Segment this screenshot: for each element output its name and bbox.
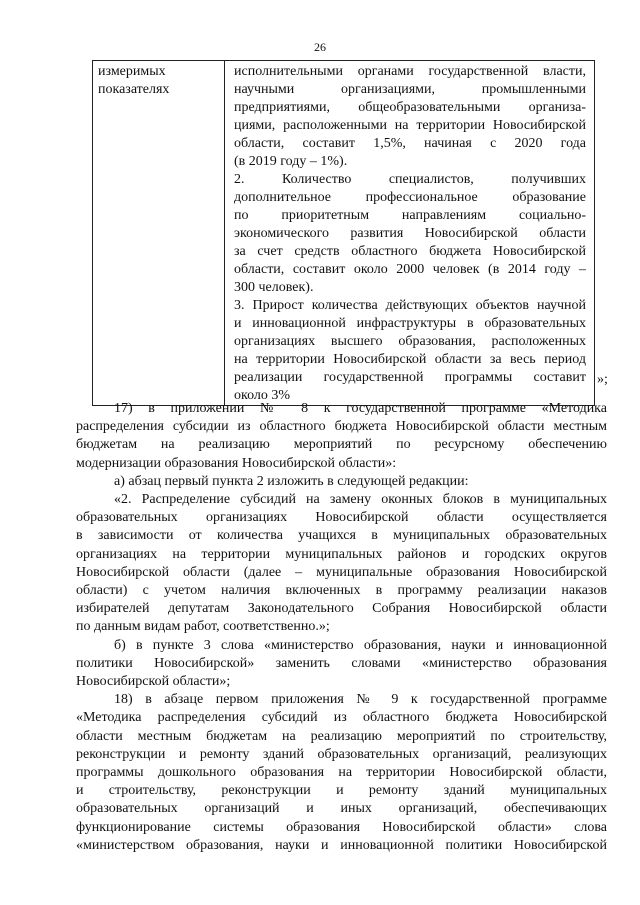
table-text-line: на территории Новосибирской области за весь период bbox=[234, 352, 586, 367]
paragraph-line: «министерством образования, науки и инновационной политики Новосибирской bbox=[76, 837, 607, 853]
table-text-line: около 3% bbox=[234, 388, 291, 403]
table-text-line: экономического развития Новосибирской области bbox=[234, 226, 586, 241]
table-text-line: 300 человек). bbox=[234, 280, 314, 295]
paragraph-line: образовательных организациях Новосибирской области осуществляется bbox=[76, 510, 607, 526]
paragraph-line: программы дошкольного образования на территории Новосибирской области, bbox=[76, 765, 607, 781]
paragraph-line: избирателей депутатам Законодательного Собрания Новосибирской области bbox=[76, 601, 607, 617]
paragraph-line: распределения субсидии из областного бюджета Новосибирской области местным bbox=[76, 419, 607, 435]
table-text-line: реализации государственной программы составит bbox=[234, 370, 586, 385]
table-closing-mark: »; bbox=[597, 372, 608, 387]
table-text-line: по приоритетным направлениям социально- bbox=[234, 208, 586, 223]
table-left-line: показателях bbox=[98, 82, 170, 97]
paragraph-line: «Методика распределения субсидий из областного бюджета Новосибирской bbox=[76, 710, 607, 726]
page-number: 26 bbox=[314, 40, 326, 54]
paragraph-line: бюджетам на реализацию мероприятий по ресурсному обеспечению bbox=[76, 437, 607, 453]
paragraph-line: б) в пункте 3 слова «министерство образования, науки и инновационной bbox=[114, 637, 607, 653]
paragraph-line: «2. Распределение субсидий на замену оконных блоков в муниципальных bbox=[114, 492, 607, 508]
table-text-line: и инновационной инфраструктуры в образовательных bbox=[234, 316, 586, 331]
paragraph-line: реконструкции и ремонту зданий образовательных организаций, реализующих bbox=[76, 746, 607, 762]
paragraph-line: в зависимости от количества учащихся в муниципальных образовательных bbox=[76, 528, 607, 544]
paragraph-line: 18) в абзаце первом приложения № 9 к государственной программе bbox=[114, 692, 607, 708]
indicators-table bbox=[92, 60, 595, 406]
table-text-line: циями, расположенными на территории Новосибирской bbox=[234, 118, 586, 133]
paragraph-line: Новосибирской области (далее – муниципальные образования Новосибирской bbox=[76, 564, 607, 580]
paragraph-line: области местным бюджетам на реализацию мероприятий по строительству, bbox=[76, 728, 607, 744]
table-left-line: измеримых bbox=[98, 64, 166, 79]
paragraph-line: образовательных организаций и иных организаций, обеспечивающих bbox=[76, 801, 607, 817]
paragraph-line: Новосибирской области»; bbox=[76, 674, 231, 690]
paragraph-line: функционирование системы образования Новосибирской области» слова bbox=[76, 819, 607, 835]
paragraph-line: 17) в приложении № 8 к государственной программе «Методика bbox=[114, 401, 607, 416]
table-text-line: 2. Количество специалистов, получивших bbox=[234, 172, 586, 187]
table-row bbox=[93, 61, 595, 406]
table-text-line: научными организациями, промышленными bbox=[234, 82, 586, 97]
table-text-line: 3. Прирост количества действующих объектов научной bbox=[234, 298, 586, 313]
table-text-line: исполнительными органами государственной власти, bbox=[234, 64, 586, 79]
table-text-line: области, составит 1,5%, начиная с 2020 года bbox=[234, 136, 586, 151]
table-text-line: (в 2019 году – 1%). bbox=[234, 154, 348, 169]
body-text bbox=[76, 400, 607, 855]
paragraph-line: организациях на территории муниципальных районов и городских округов bbox=[76, 546, 607, 562]
table-text-line: за счет средств областного бюджета Новосибирской bbox=[234, 244, 586, 259]
table-right-cell bbox=[225, 61, 595, 406]
table-left-cell bbox=[93, 61, 225, 406]
paragraph-line: а) абзац первый пункта 2 изложить в следующей редакции: bbox=[114, 473, 469, 489]
table-text-line: организациях высшего образования, расположенных bbox=[234, 334, 586, 349]
paragraph-line: по данным видам работ, соответственно.»; bbox=[76, 619, 330, 635]
paragraph-line: области) с учетом наличия включенных в программу реализации наказов bbox=[76, 583, 607, 599]
table-text-line: дополнительное профессиональное образование bbox=[234, 190, 586, 205]
table-text-line: области, составит около 2000 человек (в 2014 году – bbox=[234, 262, 586, 277]
table-text-line: предприятиями, общеобразовательными организа- bbox=[234, 100, 586, 115]
paragraph-line: политики Новосибирской» заменить словами «министерство образования bbox=[76, 655, 607, 671]
paragraph-line: и строительству, реконструкции и ремонту зданий муниципальных bbox=[76, 783, 607, 799]
paragraph-line: модернизации образования Новосибирской области»: bbox=[76, 455, 397, 471]
